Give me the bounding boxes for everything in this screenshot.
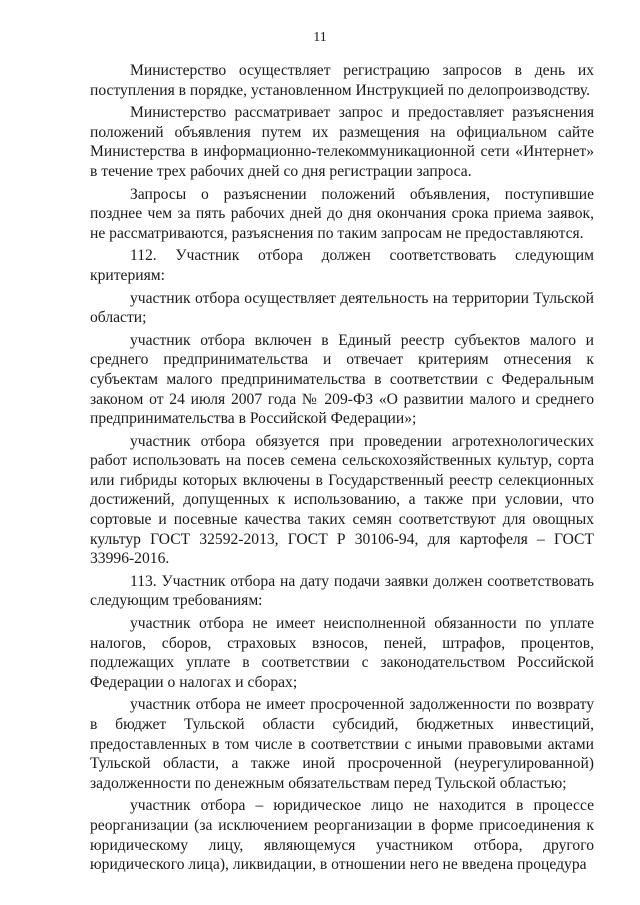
paragraph-registration: Министерство осуществляет регистрацию запросов в день их поступления в порядке, установленном Инструкцией по делопроизводству. xyxy=(90,62,594,99)
paragraph-criterion-territory: участник отбора осуществляет деятельность на территории Тульской области; xyxy=(90,289,594,327)
paragraph-requirement-reorganization: участник отбора – юридическое лицо не находится в процессе реорганизации (за исключением реорганизации в форме присоединения к юридическому лицу, являющемуся участником отбора, другого юридического лица), ликвидации, в отношении него не введена процедура xyxy=(90,797,594,874)
paragraph-late-requests: Запросы о разъяснении положений объявления, поступившие позднее чем за пять рабочих дней до дня окончания срока приема заявок, не рассматриваются, разъяснения по таким запросам не предоставляются. xyxy=(90,185,594,242)
paragraph-item-113: 113. Участник отбора на дату подачи заявки должен соответствовать следующим требованиям: xyxy=(90,572,594,610)
paragraph-criterion-registry: участник отбора включен в Единый реестр субъектов малого и среднего предпринимательства и отвечает критериям отнесения к субъектам малого предпринимательства в соответствии с Федеральным законом от 24 июля 2007 года № 209-ФЗ «О развитии малого и среднего предпринимательства в Российской Федерации»; xyxy=(90,331,594,428)
page-number: 11 xyxy=(313,30,327,45)
document-body xyxy=(90,61,594,878)
paragraph-clarification: Министерство рассматривает запрос и предоставляет разъяснения положений объявления путем их размещения на официальном сайте Министерства в информационно-телекоммуникационной сети «Интернет» в течение трех рабочих дней со дня регистрации запроса. xyxy=(90,104,594,180)
paragraph-requirement-debt: участник отбора не имеет просроченной задолженности по возврату в бюджет Тульской области субсидий, бюджетных инвестиций, предоставленных в том числе в соответствии с иными правовыми актами Тульской области, а также иной просроченной (неурегулированной) задолженности по денежным обязательствам перед Тульской областью; xyxy=(90,696,594,792)
paragraph-criterion-seeds: участник отбора обязуется при проведении агротехнологических работ использовать на посев семена сельскохозяйственных культур, сорта или гибриды которых включены в Государственный реестр селекционных достижений, допущенных к использованию, а также при условии, что сортовые и посевные качества таких семян соответствуют для овощных культур ГОСТ 32592-2013, ГОСТ Р 30106-94, для картофеля – ГОСТ 33996-2016. xyxy=(90,432,594,568)
paragraph-item-112: 112. Участник отбора должен соответствовать следующим критериям: xyxy=(90,247,594,284)
paragraph-requirement-taxes: участник отбора не имеет неисполненной обязанности по уплате налогов, сборов, страховых взносов, пеней, штрафов, процентов, подлежащих уплате в соответствии с законодательством Российской Федерации о налогах и сборах; xyxy=(90,615,594,691)
